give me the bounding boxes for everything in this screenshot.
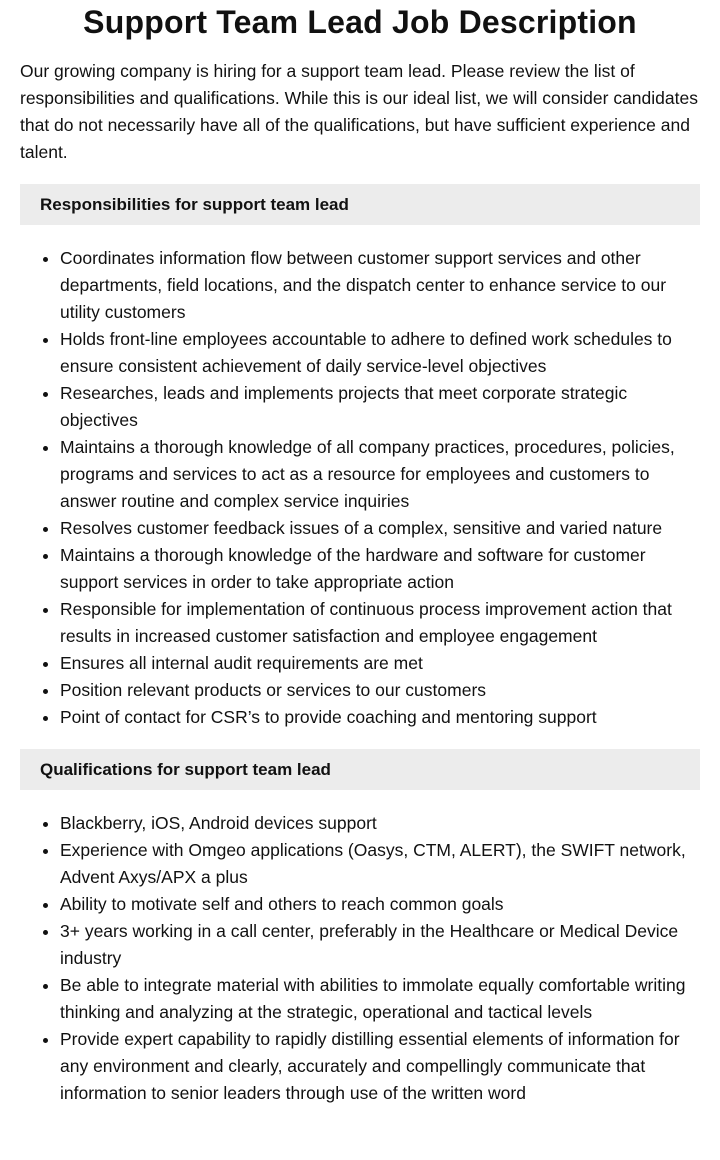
list-item: • Position relevant products or services to our customers — [60, 677, 700, 704]
list-item: • Researches, leads and implements projects that meet corporate strategic objectives — [60, 380, 700, 434]
list-item: • Holds front-line employees accountable to adhere to defined work schedules to ensure consistent achievement of daily service-level objectives — [60, 326, 700, 380]
responsibilities-heading: Responsibilities for support team lead — [20, 184, 700, 225]
qualifications-list — [20, 810, 700, 1107]
list-item: • Coordinates information flow between customer support services and other departments, field locations, and the dispatch center to enhance service to our utility customers — [60, 245, 700, 326]
page-title: Support Team Lead Job Description — [83, 4, 637, 40]
list-item: • Be able to integrate material with abilities to immolate equally comfortable writing thinking and analyzing at the strategic, operational and tactical levels — [60, 972, 700, 1026]
list-item: • Responsible for implementation of continuous process improvement action that results in increased customer satisfaction and employee engagement — [60, 596, 700, 650]
list-item: • Maintains a thorough knowledge of the hardware and software for customer support services in order to take appropriate action — [60, 542, 700, 596]
intro-paragraph: Our growing company is hiring for a support team lead. Please review the list of responsibilities and qualifications. While this is our ideal list, we will consider candidates that do not necessarily have all of the qualifications, but have sufficient experience and talent. — [20, 61, 698, 162]
list-item: • Provide expert capability to rapidly distilling essential elements of information for any environment and clearly, accurately and compellingly communicate that information to senior leaders through use of the written word — [60, 1026, 700, 1107]
list-item: • Ability to motivate self and others to reach common goals — [60, 891, 700, 918]
list-item: • Resolves customer feedback issues of a complex, sensitive and varied nature — [60, 515, 700, 542]
list-item: • Point of contact for CSR’s to provide coaching and mentoring support — [60, 704, 700, 731]
list-item: • Ensures all internal audit requirements are met — [60, 650, 700, 677]
list-item: • Maintains a thorough knowledge of all company practices, procedures, policies, programs and services to act as a resource for employees and customers to answer routine and complex service inquiries — [60, 434, 700, 515]
qualifications-heading: Qualifications for support team lead — [20, 749, 700, 790]
list-item: • Blackberry, iOS, Android devices support — [60, 810, 700, 837]
list-item: • 3+ years working in a call center, preferably in the Healthcare or Medical Device industry — [60, 918, 700, 972]
list-item: • Experience with Omgeo applications (Oasys, CTM, ALERT), the SWIFT network, Advent Axys/APX a plus — [60, 837, 700, 891]
responsibilities-list — [20, 245, 700, 731]
